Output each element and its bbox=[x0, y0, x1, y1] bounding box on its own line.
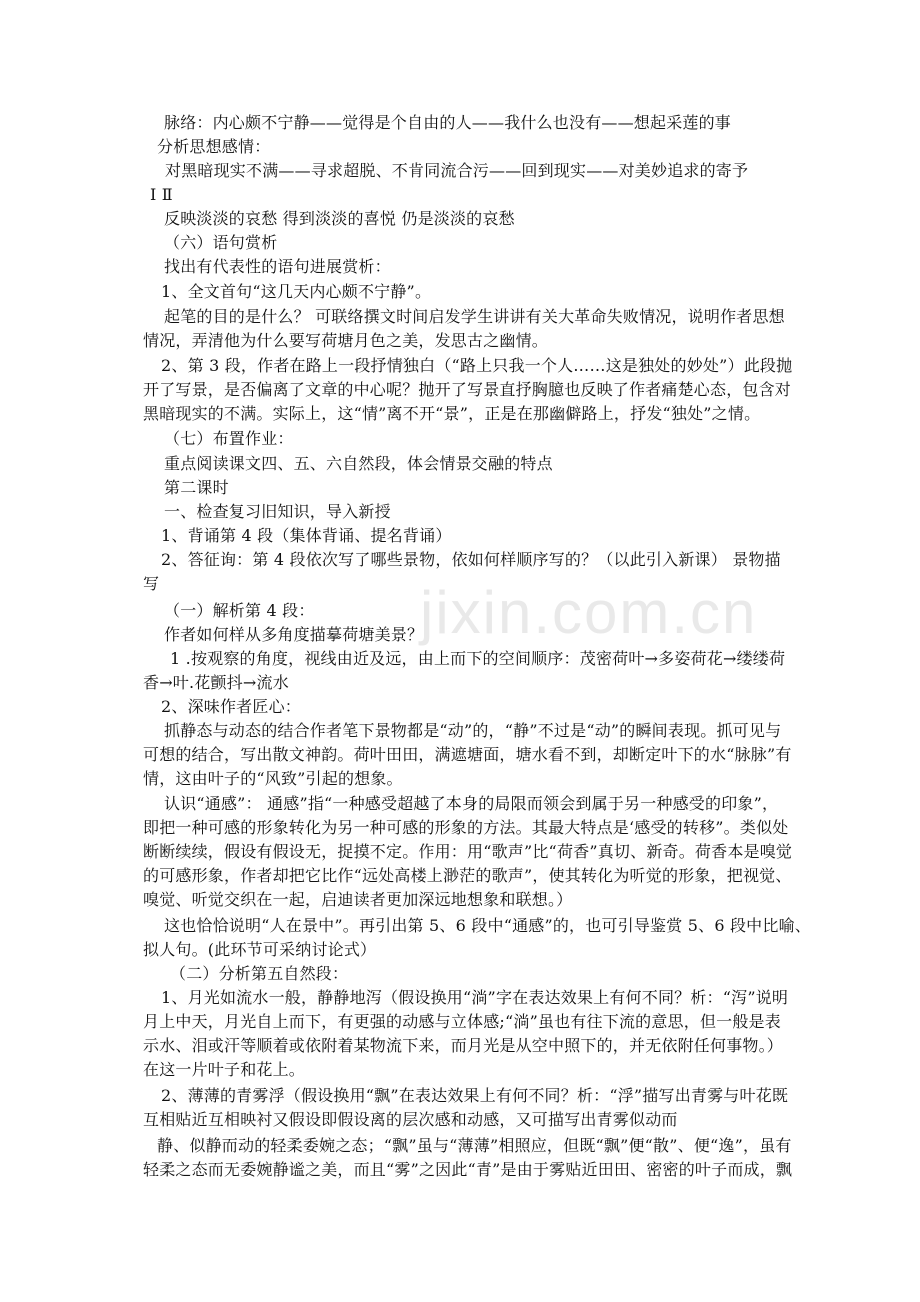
text-line: 黑暗现实的不满。实际上，这“情”离不开“景”，正是在那幽僻路上，抒发“独处”之情。 bbox=[143, 404, 761, 423]
text-line: 对黑暗现实不满——寻求超脱、不肯同流合污——回到现实——对美妙追求的寄予 bbox=[165, 161, 749, 180]
section-heading: 第二课时 bbox=[164, 478, 229, 497]
text-line: 找出有代表性的语句进展赏析： bbox=[164, 257, 391, 276]
text-line: 1、月光如流水一般，静静地泻（假设换用“淌”字在表达效果上有何不同？析：“泻”说明 bbox=[161, 988, 789, 1007]
text-line: 这也恰恰说明“人在景中”。再引出第 5、6 段中“通感”的，也可引导鉴赏 5、6 段中比喻、 bbox=[164, 916, 811, 935]
text-line: 静、似静而动的轻柔委婉之态；“飘”虽与“薄薄”相照应，但既“飘”便“散”、便“逸”，虽有 bbox=[157, 1136, 792, 1155]
text-line: 拟人句。(此环节可采纳讨论式） bbox=[143, 940, 377, 959]
section-heading: （二）分析第五自然段： bbox=[170, 964, 349, 983]
text-line: 2、薄薄的青雾浮（假设换用“飘”在表达效果上有何不同？析：“浮”描写出青雾与叶花既 bbox=[161, 1086, 789, 1105]
section-heading: （七）布置作业： bbox=[164, 429, 294, 448]
text-line: 示水、泪或汗等顺着或依附着某物流下来，而月光是从空中照下的，并无依附任何事物。） bbox=[143, 1036, 784, 1055]
watermark-text: jixin.com.cn bbox=[420, 579, 758, 646]
text-line: 在这一片叶子和花上。 bbox=[143, 1060, 306, 1079]
text-line: 一、检查复习旧知识，导入新授 bbox=[164, 502, 391, 521]
text-line: 分析思想感情： bbox=[157, 137, 271, 156]
section-heading: （一）解析第 4 段： bbox=[164, 601, 315, 620]
text-line: 的可感形象，作者却把它比作“远处高楼上渺茫的歌声”，使其转化为听觉的形象，把视觉、 bbox=[143, 866, 792, 885]
text-line: 起笔的目的是什么？ 可联络撰文时间启发学生讲讲有关大革命失败情况，说明作者思想 bbox=[164, 307, 785, 326]
text-line: 香→叶.花颤抖→流水 bbox=[143, 673, 289, 692]
text-line: 1、背诵第 4 段（集体背诵、提名背诵） bbox=[161, 526, 452, 545]
text-line: 情，这由叶子的“风致”引起的想象。 bbox=[143, 769, 403, 788]
text-line: 情况，弄清他为什么要写荷塘月色之美，发思古之幽情。 bbox=[143, 331, 549, 350]
text-line: 1、全文首句“这几天内心颇不宁静”。 bbox=[161, 282, 432, 301]
text-line: 嗅觉、听觉交织在一起，启迪读者更加深远地想象和联想。） bbox=[143, 890, 573, 909]
text-line: 反映淡淡的哀愁 得到淡淡的喜悦 仍是淡淡的哀愁 bbox=[164, 209, 515, 228]
text-line: 断断续续，假设有假设无，捉摸不定。作用：用“歌声”比“荷香”真切、新奇。荷香本是嗅觉 bbox=[143, 842, 793, 861]
text-line: 2、深味作者匠心： bbox=[161, 697, 301, 716]
text-line: 轻柔之态而无委婉静谧之美，而且“雾”之因此“青”是由于雾贴近田田、密密的叶子而成，飘 bbox=[143, 1160, 793, 1179]
text-line: 月上中天，月光自上而下，有更强的动感与立体感;“淌”虽也有往下流的意思，但一般是表 bbox=[143, 1012, 781, 1031]
text-line: 互相贴近互相映衬又假设即假设离的层次感和动感，又可描写出青雾似动而 bbox=[143, 1110, 678, 1129]
text-line: 2、答征询：第 4 段依次写了哪些景物，依如何样顺序写的？（以此引入新课） 景物描 bbox=[161, 550, 781, 569]
section-heading: （六）语句赏析 bbox=[164, 233, 278, 252]
text-line: 2、第 3 段，作者在路上一段抒情独白（“路上只我一个人……这是独处的妙处”）此段抛 bbox=[161, 356, 793, 375]
text-line: 1 .按观察的角度，视线由近及远，由上而下的空间顺序：茂密荷叶→多姿荷花→缕缕荷 bbox=[170, 649, 786, 668]
text-line: 作者如何样从多角度描摹荷塘美景？ bbox=[164, 625, 424, 644]
text-line: 脉络：内心颇不宁静——觉得是个自由的人——我什么也没有——想起采莲的事 bbox=[164, 113, 732, 132]
text-line: 重点阅读课文四、五、六自然段，体会情景交融的特点 bbox=[164, 454, 553, 473]
text-line: 可想的结合，写出散文神韵。荷叶田田，满遮塘面，塘水看不到，却断定叶下的水“脉脉”有 bbox=[143, 745, 792, 764]
text-line: 即把一种可感的形象转化为另一种可感的形象的方法。其最大特点是‘感受的转移”。类似处 bbox=[143, 818, 789, 837]
text-line: Ⅰ Ⅱ bbox=[150, 185, 173, 204]
text-line: 写 bbox=[143, 574, 160, 593]
text-line: 认识“通感”： 通感”指“一种感受超越了本身的局限而领会到属于另一种感受的印象”， bbox=[164, 794, 779, 813]
text-line: 抓静态与动态的结合作者笔下景物都是“动”的，“静”不过是“动”的瞬间表现。抓可见与 bbox=[164, 721, 782, 740]
text-line: 开了写景，是否偏离了文章的中心呢？抛开了写景直抒胸臆也反映了作者痛楚心态，包含对 bbox=[143, 380, 792, 399]
